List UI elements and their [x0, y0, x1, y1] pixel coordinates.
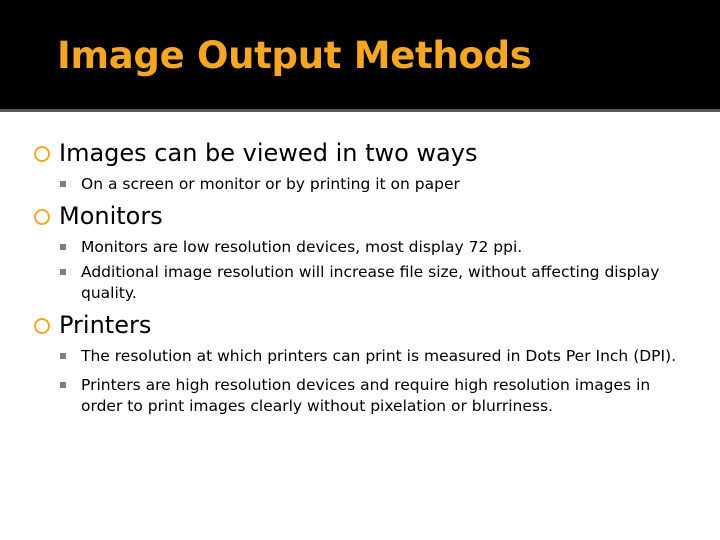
- slide-content: [32, 136, 692, 417]
- section-heading-printers: [32, 308, 692, 342]
- bullet-text: Printers are high resolution devices and require high resolution images in order to print images clearly without pixelation or blurriness.: [81, 376, 651, 415]
- slide-title: Image Output Methods: [57, 34, 532, 77]
- bullet-item: [32, 375, 692, 417]
- square-bullet-icon: [60, 353, 66, 359]
- section-heading-text: Monitors: [59, 202, 163, 230]
- bullet-item: [32, 237, 692, 258]
- bullet-text: Monitors are low resolution devices, most display 72 ppi.: [81, 238, 523, 256]
- section-heading-images: [32, 136, 692, 170]
- ring-bullet-icon: [34, 318, 50, 334]
- ring-bullet-icon: [34, 209, 50, 225]
- square-bullet-icon: [60, 269, 66, 275]
- bullet-text: On a screen or monitor or by printing it on paper: [81, 175, 460, 193]
- title-bar: [0, 0, 720, 112]
- ring-bullet-icon: [34, 146, 50, 162]
- square-bullet-icon: [60, 244, 66, 250]
- section-heading-text: Images can be viewed in two ways: [59, 139, 478, 167]
- square-bullet-icon: [60, 181, 66, 187]
- section-heading-monitors: [32, 199, 692, 233]
- bullet-item: [32, 174, 692, 195]
- bullet-text: Additional image resolution will increase file size, without affecting display quality.: [81, 263, 660, 302]
- bullet-text: The resolution at which printers can print is measured in Dots Per Inch (DPI).: [81, 347, 677, 365]
- bullet-item: [32, 262, 692, 304]
- bullet-item: [32, 346, 692, 367]
- square-bullet-icon: [60, 382, 66, 388]
- section-heading-text: Printers: [59, 311, 152, 339]
